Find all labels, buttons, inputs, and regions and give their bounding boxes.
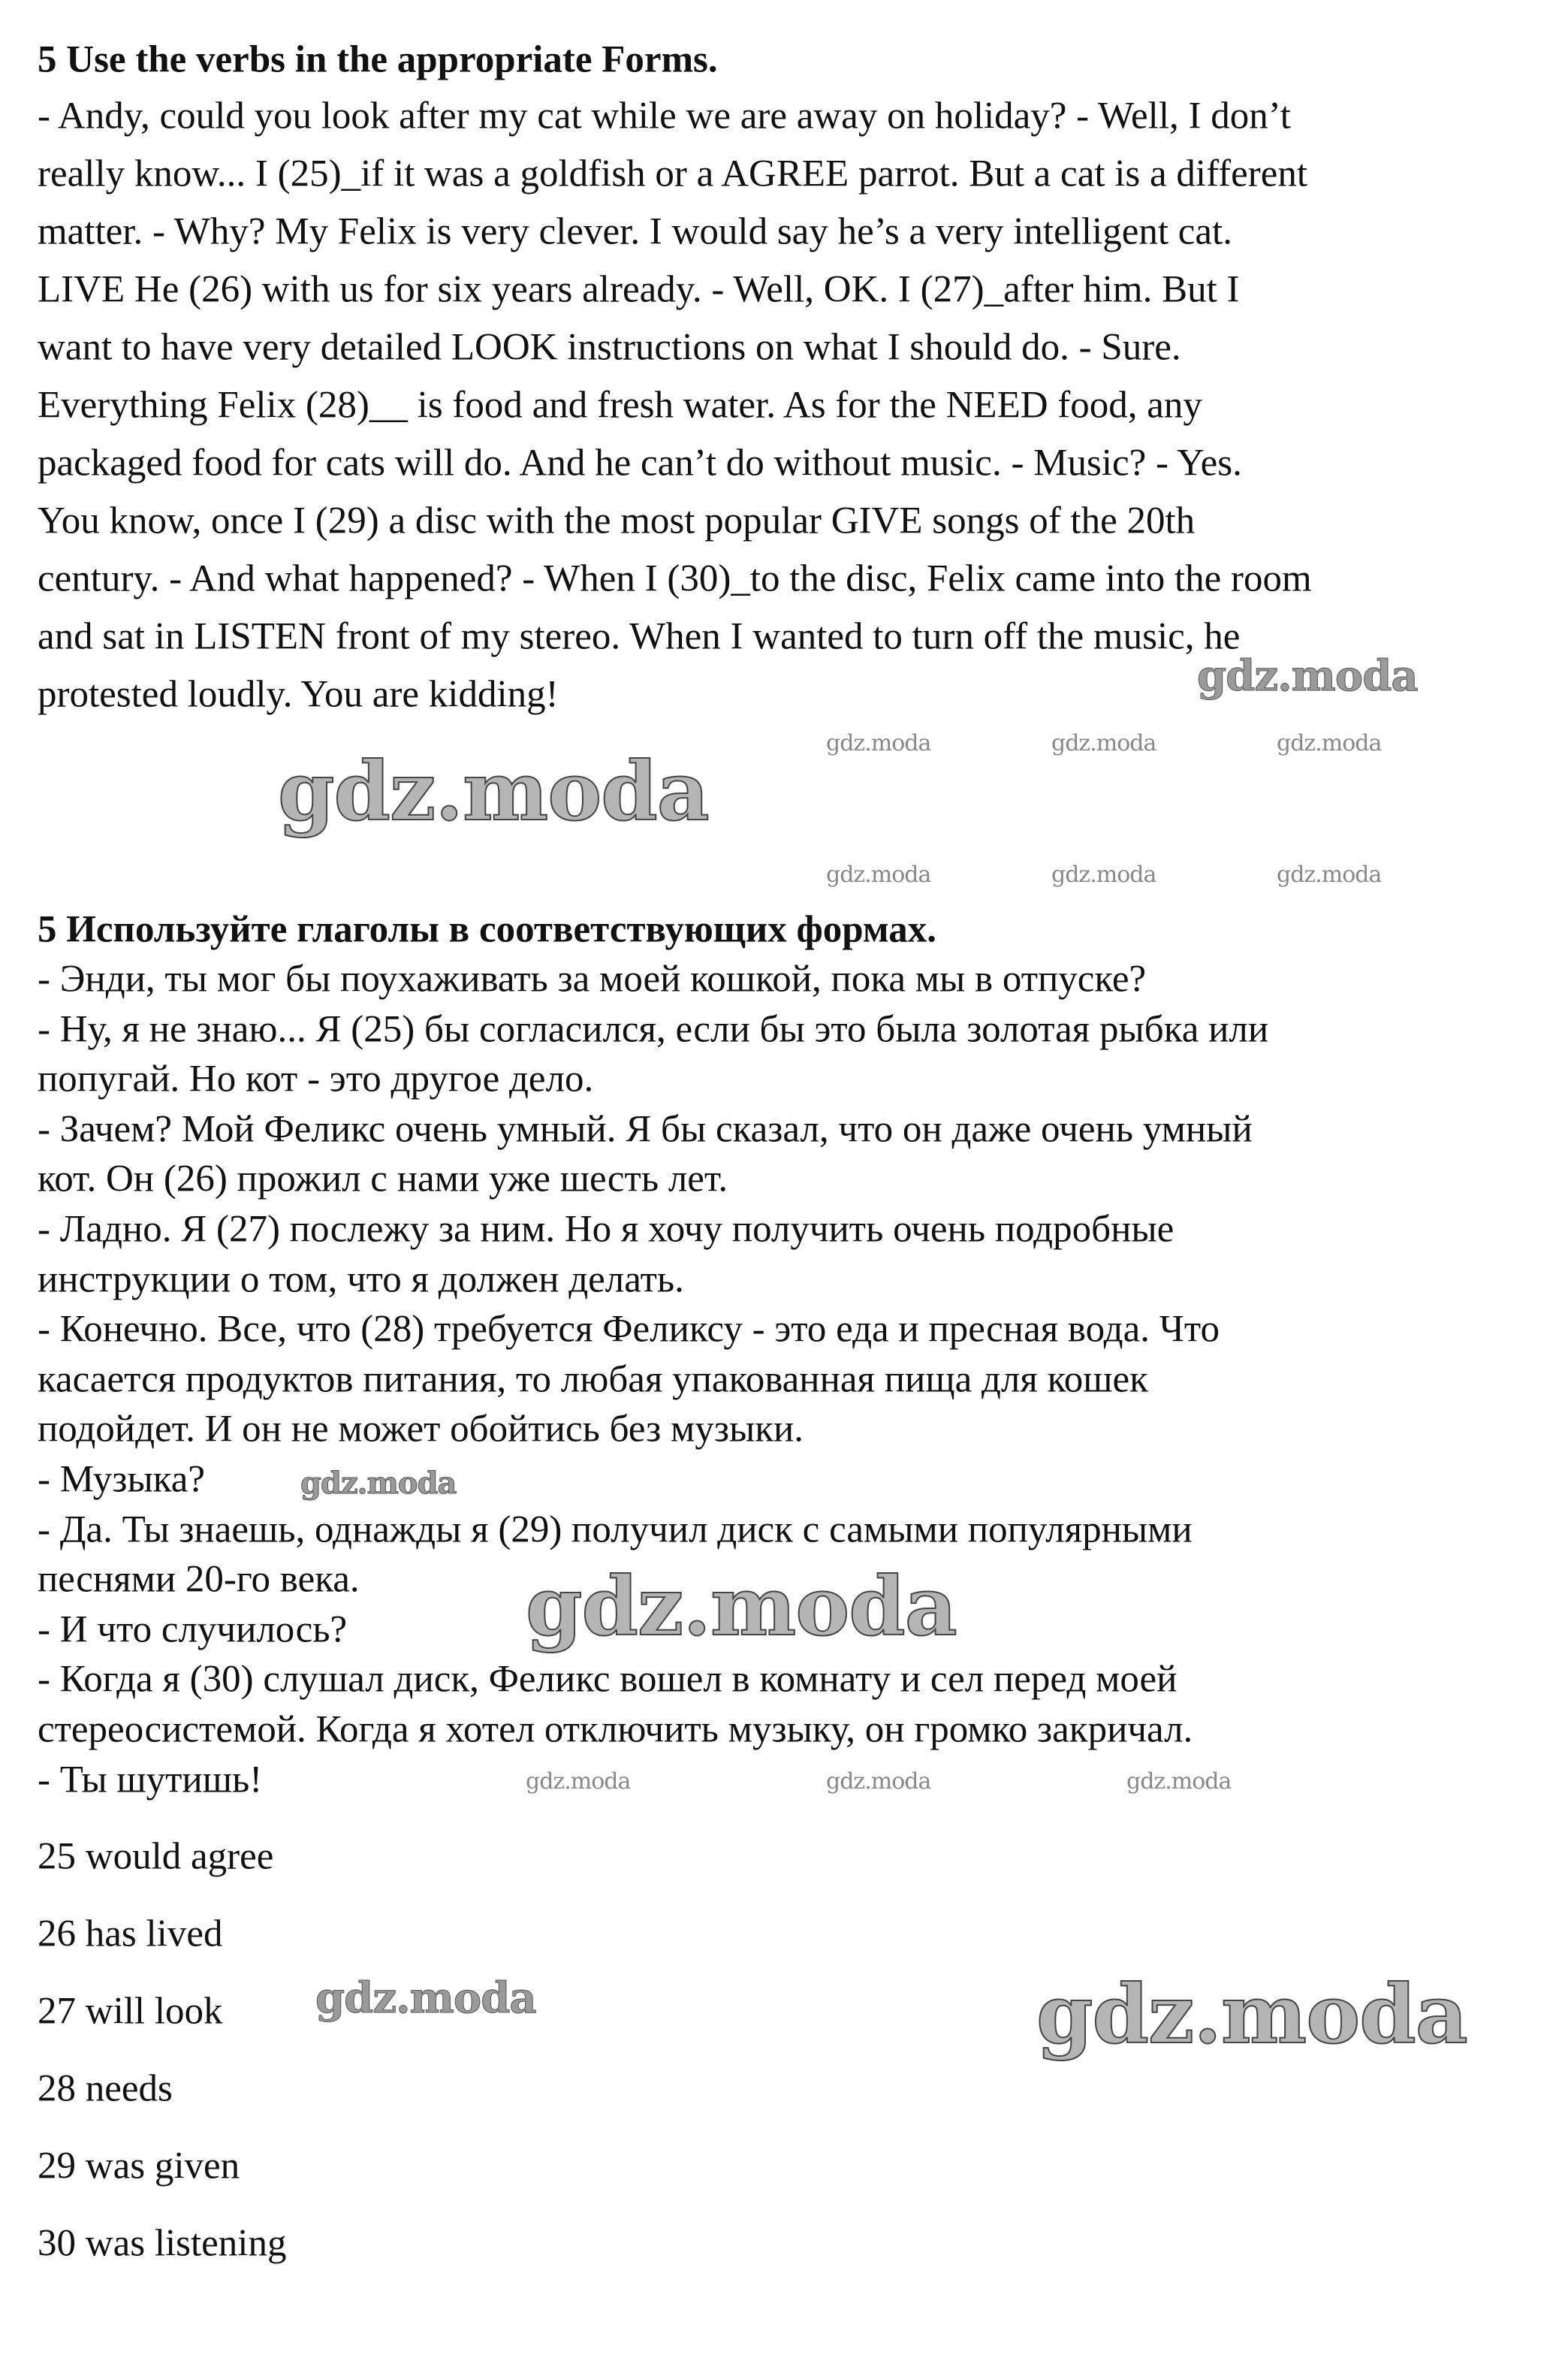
russian-text-line: - Зачем? Мой Феликс очень умный. Я бы сказал, что он даже очень умный bbox=[38, 1108, 1253, 1151]
watermark: gdz.moda bbox=[1036, 1967, 1467, 2062]
russian-text-line: - Ты шутишь! bbox=[38, 1759, 263, 1801]
russian-text-line: касается продуктов питания, то любая упакованная пища для кошек bbox=[38, 1358, 1148, 1401]
answer-line: 25 would agree bbox=[38, 1835, 274, 1878]
russian-text-line: попугай. Но кот - это другое дело. bbox=[38, 1058, 594, 1100]
watermark: gdz.moda bbox=[826, 730, 931, 756]
english-text-line: protested loudly. You are kidding! bbox=[38, 673, 559, 716]
watermark: gdz.moda bbox=[1051, 730, 1156, 756]
watermark: gdz.moda bbox=[315, 1973, 536, 2023]
english-text-line: Everything Felix (28)__ is food and fresh water. As for the NEED food, any bbox=[38, 384, 1202, 427]
answer-line: 29 was given bbox=[38, 2145, 240, 2187]
english-text-line: and sat in LISTEN front of my stereo. When I wanted to turn off the music, he bbox=[38, 615, 1241, 658]
answer-line: 26 has lived bbox=[38, 1913, 223, 1955]
russian-text-line: - Ладно. Я (27) послежу за ним. Но я хочу получить очень подробные bbox=[38, 1208, 1174, 1251]
russian-text-line: - Когда я (30) слушал диск, Феликс вошел в комнату и сел перед моей bbox=[38, 1658, 1178, 1701]
watermark: gdz.moda bbox=[278, 744, 709, 839]
watermark: gdz.moda bbox=[826, 1768, 931, 1795]
english-text-line: matter. - Why? My Felix is very clever. I would say he’s a very intelligent cat. bbox=[38, 210, 1232, 253]
answer-line: 27 will look bbox=[38, 1990, 223, 2033]
russian-title: 5 Используйте глаголы в соответствующих формах. bbox=[38, 908, 937, 951]
answer-line: 30 was listening bbox=[38, 2222, 287, 2265]
english-text-line: packaged food for cats will do. And he can’t do without music. - Music? - Yes. bbox=[38, 442, 1242, 485]
russian-text-line: - Конечно. Все, что (28) требуется Феликсу - это еда и пресная вода. Что bbox=[38, 1308, 1220, 1351]
english-text-line: want to have very detailed LOOK instructions on what I should do. - Sure. bbox=[38, 326, 1181, 369]
watermark: gdz.moda bbox=[1126, 1768, 1232, 1795]
russian-text-line: - Музыка? bbox=[38, 1458, 206, 1501]
russian-text-line: песнями 20-го века. bbox=[38, 1558, 360, 1601]
english-text-line: really know... I (25)_if it was a goldfish or a AGREE parrot. But a cat is a different bbox=[38, 152, 1308, 195]
english-text-line: century. - And what happened? - When I (30)_to the disc, Felix came into the room bbox=[38, 557, 1312, 600]
russian-text-line: - Ну, я не знаю... Я (25) бы согласился, если бы это была золотая рыбка или bbox=[38, 1008, 1269, 1051]
watermark: gdz.moda bbox=[526, 1768, 631, 1795]
watermark: gdz.moda bbox=[1277, 730, 1382, 756]
russian-text-line: стереосистемой. Когда я хотел отключить музыку, он громко закричал. bbox=[38, 1708, 1193, 1751]
russian-text-line: - Энди, ты мог бы поухаживать за моей кошкой, пока мы в отпуске? bbox=[38, 958, 1147, 1001]
russian-text-line: кот. Он (26) прожил с нами уже шесть лет. bbox=[38, 1158, 728, 1200]
russian-text-line: инструкции о том, что я должен делать. bbox=[38, 1258, 684, 1301]
answer-line: 28 needs bbox=[38, 2067, 173, 2110]
english-text-line: You know, once I (29) a disc with the most popular GIVE songs of the 20th bbox=[38, 500, 1196, 542]
russian-text-line: - Да. Ты знаешь, однажды я (29) получил диск с самыми популярными bbox=[38, 1508, 1193, 1551]
english-text-line: LIVE He (26) with us for six years already. - Well, OK. I (27)_after him. But I bbox=[38, 268, 1240, 311]
watermark: gdz.moda bbox=[1197, 651, 1418, 701]
watermark: gdz.moda bbox=[1051, 862, 1156, 888]
watermark: gdz.moda bbox=[826, 862, 931, 888]
watermark: gdz.moda bbox=[526, 1559, 957, 1654]
russian-text-line: - И что случилось? bbox=[38, 1608, 348, 1651]
russian-text-line: подойдет. И он не может обойтись без музыки. bbox=[38, 1408, 804, 1451]
english-title: 5 Use the verbs in the appropriate Forms. bbox=[38, 38, 718, 81]
english-text-line: - Andy, could you look after my cat while we are away on holiday? - Well, I don’t bbox=[38, 95, 1291, 137]
watermark: gdz.moda bbox=[1277, 862, 1382, 888]
watermark: gdz.moda bbox=[300, 1466, 457, 1501]
